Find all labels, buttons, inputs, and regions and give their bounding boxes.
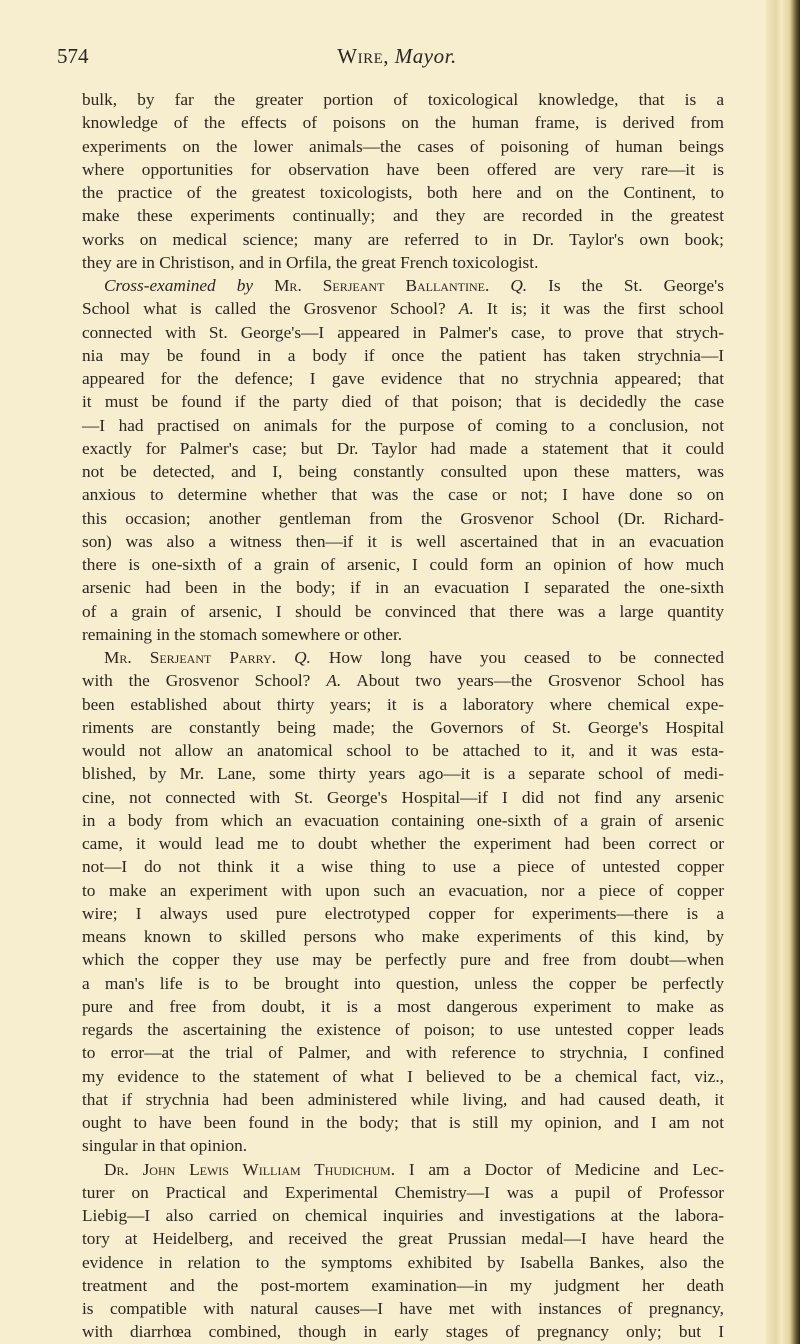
text-segment: cine, not connected with St. George's Hospital—if I did not find any arsenic (82, 787, 724, 807)
text-segment: not be detected, and I, being constantly consulted upon these matters, was (82, 462, 724, 481)
text-line (82, 460, 724, 483)
text-line (82, 669, 724, 692)
text-segment: riments are constantly being made; the Governors of St. George's Hospital (82, 717, 724, 737)
text-segment: connected with St. George's—I appeared in Palmer's case, to prove that strych- (82, 322, 724, 342)
text-line (82, 600, 724, 623)
text-segment: regards the ascertaining the existence of poison; to use untested copper leads (82, 1020, 724, 1039)
text-segment: blished, by Mr. Lane, some thirty years ago—it is a separate school of medi- (82, 764, 724, 784)
text-line (82, 390, 724, 413)
text-segment: anxious to determine whether that was the case or not; I have done so on (82, 485, 724, 505)
text-line (82, 1251, 724, 1274)
text-line (82, 367, 724, 390)
italic-text: Q. (294, 648, 311, 667)
speaker-name: Mr. Serjeant Ballantine. (253, 276, 511, 295)
text-line (82, 88, 724, 111)
text-line (82, 1065, 724, 1088)
body-text (82, 88, 724, 1344)
page-header (57, 44, 737, 74)
text-line (82, 786, 724, 809)
text-segment: a man's life is to be brought into question, unless the copper be perfectly (82, 973, 724, 993)
text-segment: wire; I always used pure electrotyped copper for experiments—there is a (82, 903, 724, 923)
text-segment: in a body from which an evacuation containing one-sixth of a grain of arsenic (82, 810, 724, 830)
text-line (82, 1181, 724, 1204)
text-segment: remaining in the stomach somewhere or other. (82, 624, 403, 644)
text-line (82, 1320, 724, 1343)
text-segment: to make an experiment with upon such an evacuation, nor a piece of copper (82, 880, 724, 900)
text-line (82, 972, 724, 995)
text-line (82, 739, 724, 762)
text-line (82, 832, 724, 855)
text-line (82, 855, 724, 878)
text-segment: knowledge of the effects of poisons on the human frame, is derived from (82, 113, 724, 133)
text-segment: of a grain of arsenic, I should be convinced that there was a large quantity (82, 601, 724, 621)
text-line (82, 576, 724, 599)
text-segment: nia may be found in a body if once the patient has taken strychnia—I (82, 345, 724, 365)
text-segment: Liebig—I also carried on chemical inquiries and investigations at the labora- (82, 1206, 724, 1225)
text-line (82, 1158, 724, 1181)
text-segment: there is one-sixth of a grain of arsenic, I could form an opinion of how much (82, 555, 724, 574)
text-segment: treatment and the post-mortem examination—in my judgment her death (82, 1275, 724, 1295)
text-segment: they are in Christison, and in Orfila, the great French toxicologist. (82, 252, 539, 272)
text-line (82, 135, 724, 158)
text-line (82, 228, 724, 251)
text-segment: the practice of the greatest toxicologists, both here and on the Continent, to (82, 183, 724, 202)
text-segment: singular in that opinion. (82, 1136, 248, 1156)
text-segment: evidence in relation to the symptoms exhibited by Isabella Bankes, also the (82, 1252, 724, 1272)
text-line (82, 437, 724, 460)
text-line (82, 251, 724, 274)
running-title (57, 44, 737, 69)
text-segment: son) was also a witness then—if it is well ascertained that in an evacuation (82, 531, 724, 551)
text-line (82, 204, 724, 227)
text-line (82, 111, 724, 134)
text-segment: I am a Doctor of Medicine and Lec- (408, 1159, 725, 1179)
text-segment: been established about thirty years; it is a laboratory where chemical expe- (82, 694, 724, 714)
text-segment: is compatible with natural causes—I have met with instances of pregnancy, (82, 1299, 724, 1318)
text-line (82, 902, 724, 925)
text-line (82, 1018, 724, 1041)
text-line (82, 530, 724, 553)
text-line (82, 553, 724, 576)
text-segment: arsenic had been in the body; if in an evacuation I separated the one-sixth (82, 578, 724, 598)
text-line (82, 809, 724, 832)
text-line (82, 1297, 724, 1320)
text-line (82, 1274, 724, 1297)
text-segment: with diarrhœa combined, though in early stages of pregnancy only; but I (82, 1322, 724, 1342)
text-segment: turer on Practical and Experimental Chemistry—I was a pupil of Professor (82, 1182, 724, 1202)
text-line (82, 646, 724, 669)
text-segment: came, it would lead me to doubt whether the experiment had been correct or (82, 834, 724, 853)
text-segment: Is the St. George's (527, 276, 724, 295)
running-title-name: Wire, (337, 44, 390, 68)
text-segment: it must be found if the party died of that poison; that is decidedly the case (82, 392, 724, 412)
book-binding-edge (766, 0, 800, 1344)
text-line (82, 1111, 724, 1134)
text-segment: where opportunities for observation have been offered are very rare—it is (82, 159, 724, 179)
text-segment: this occasion; another gentleman from the Grosvenor School (Dr. Richard- (82, 508, 724, 528)
italic-text: Q. (510, 276, 528, 295)
text-line (82, 414, 724, 437)
text-segment: bulk, by far the greater portion of toxicological knowledge, that is a (82, 90, 724, 109)
text-line (82, 948, 724, 971)
speaker-name: Dr. John Lewis William Thudichum. (104, 1159, 409, 1179)
italic-text: A. (458, 299, 474, 319)
text-line (82, 762, 724, 785)
text-segment: with the Grosvenor School? (82, 671, 327, 691)
text-line (82, 344, 724, 367)
text-line (82, 1227, 724, 1250)
text-line (82, 716, 724, 739)
text-segment: It is; it was the first school (473, 299, 724, 319)
text-segment: make these experiments continually; and they are recorded in the greatest (82, 206, 724, 226)
text-line (82, 623, 724, 646)
text-segment: means known to skilled persons who make experiments of this kind, by (82, 927, 724, 946)
text-segment: About two years—the Grosvenor School has (341, 671, 724, 691)
text-segment: exactly for Palmer's case; but Dr. Taylor had made a statement that it could (82, 438, 724, 458)
text-line (82, 879, 724, 902)
text-line (82, 297, 724, 320)
italic-text: A. (326, 671, 342, 691)
text-line (82, 274, 724, 297)
text-segment: appeared for the defence; I gave evidence that no strychnia appeared; that (82, 369, 724, 388)
speaker-name: Mr. Serjeant Parry. (104, 648, 295, 667)
text-line (82, 1041, 724, 1064)
text-segment: not—I do not think it a wise thing to use a piece of untested copper (82, 857, 724, 877)
text-segment: would not allow an anatomical school to be attached to it, and it was esta- (82, 741, 724, 760)
text-segment: School what is called the Grosvenor School? (82, 299, 459, 319)
text-line (82, 181, 724, 204)
text-line (82, 925, 724, 948)
text-segment: —I had practised on animals for the purpose of coming to a conclusion, not (82, 415, 724, 435)
text-segment: that if strychnia had been administered while living, and had caused death, it (82, 1089, 724, 1109)
text-line (82, 1204, 724, 1227)
text-line (82, 995, 724, 1018)
page-number: 574 (57, 44, 89, 68)
text-line (82, 507, 724, 530)
text-segment: How long have you ceased to be connected (310, 648, 724, 667)
text-segment: pure and free from doubt, it is a most dangerous experiment to make as (82, 996, 724, 1016)
text-line (82, 1088, 724, 1111)
running-title-role: Mayor. (394, 44, 457, 68)
text-segment: my evidence to the statement of what I believed to be a chemical fact, viz., (82, 1066, 724, 1086)
italic-text: Cross-examined by (104, 276, 254, 295)
text-line (82, 1134, 724, 1157)
text-segment: to error—at the trial of Palmer, and with reference to strychnia, I confined (82, 1043, 724, 1063)
text-line (82, 483, 724, 506)
text-segment: tory at Heidelberg, and received the great Prussian medal—I have heard the (82, 1229, 724, 1249)
text-line (82, 158, 724, 181)
text-segment: experiments on the lower animals—the cases of poisoning of human beings (82, 136, 724, 156)
text-segment: which the copper they use may be perfectly pure and free from doubt—when (82, 950, 724, 970)
text-line (82, 321, 724, 344)
text-line (82, 693, 724, 716)
text-segment: works on medical science; many are referred to in Dr. Taylor's own book; (82, 229, 724, 249)
text-segment: ought to have been found in the body; that is still my opinion, and I am not (82, 1113, 724, 1132)
